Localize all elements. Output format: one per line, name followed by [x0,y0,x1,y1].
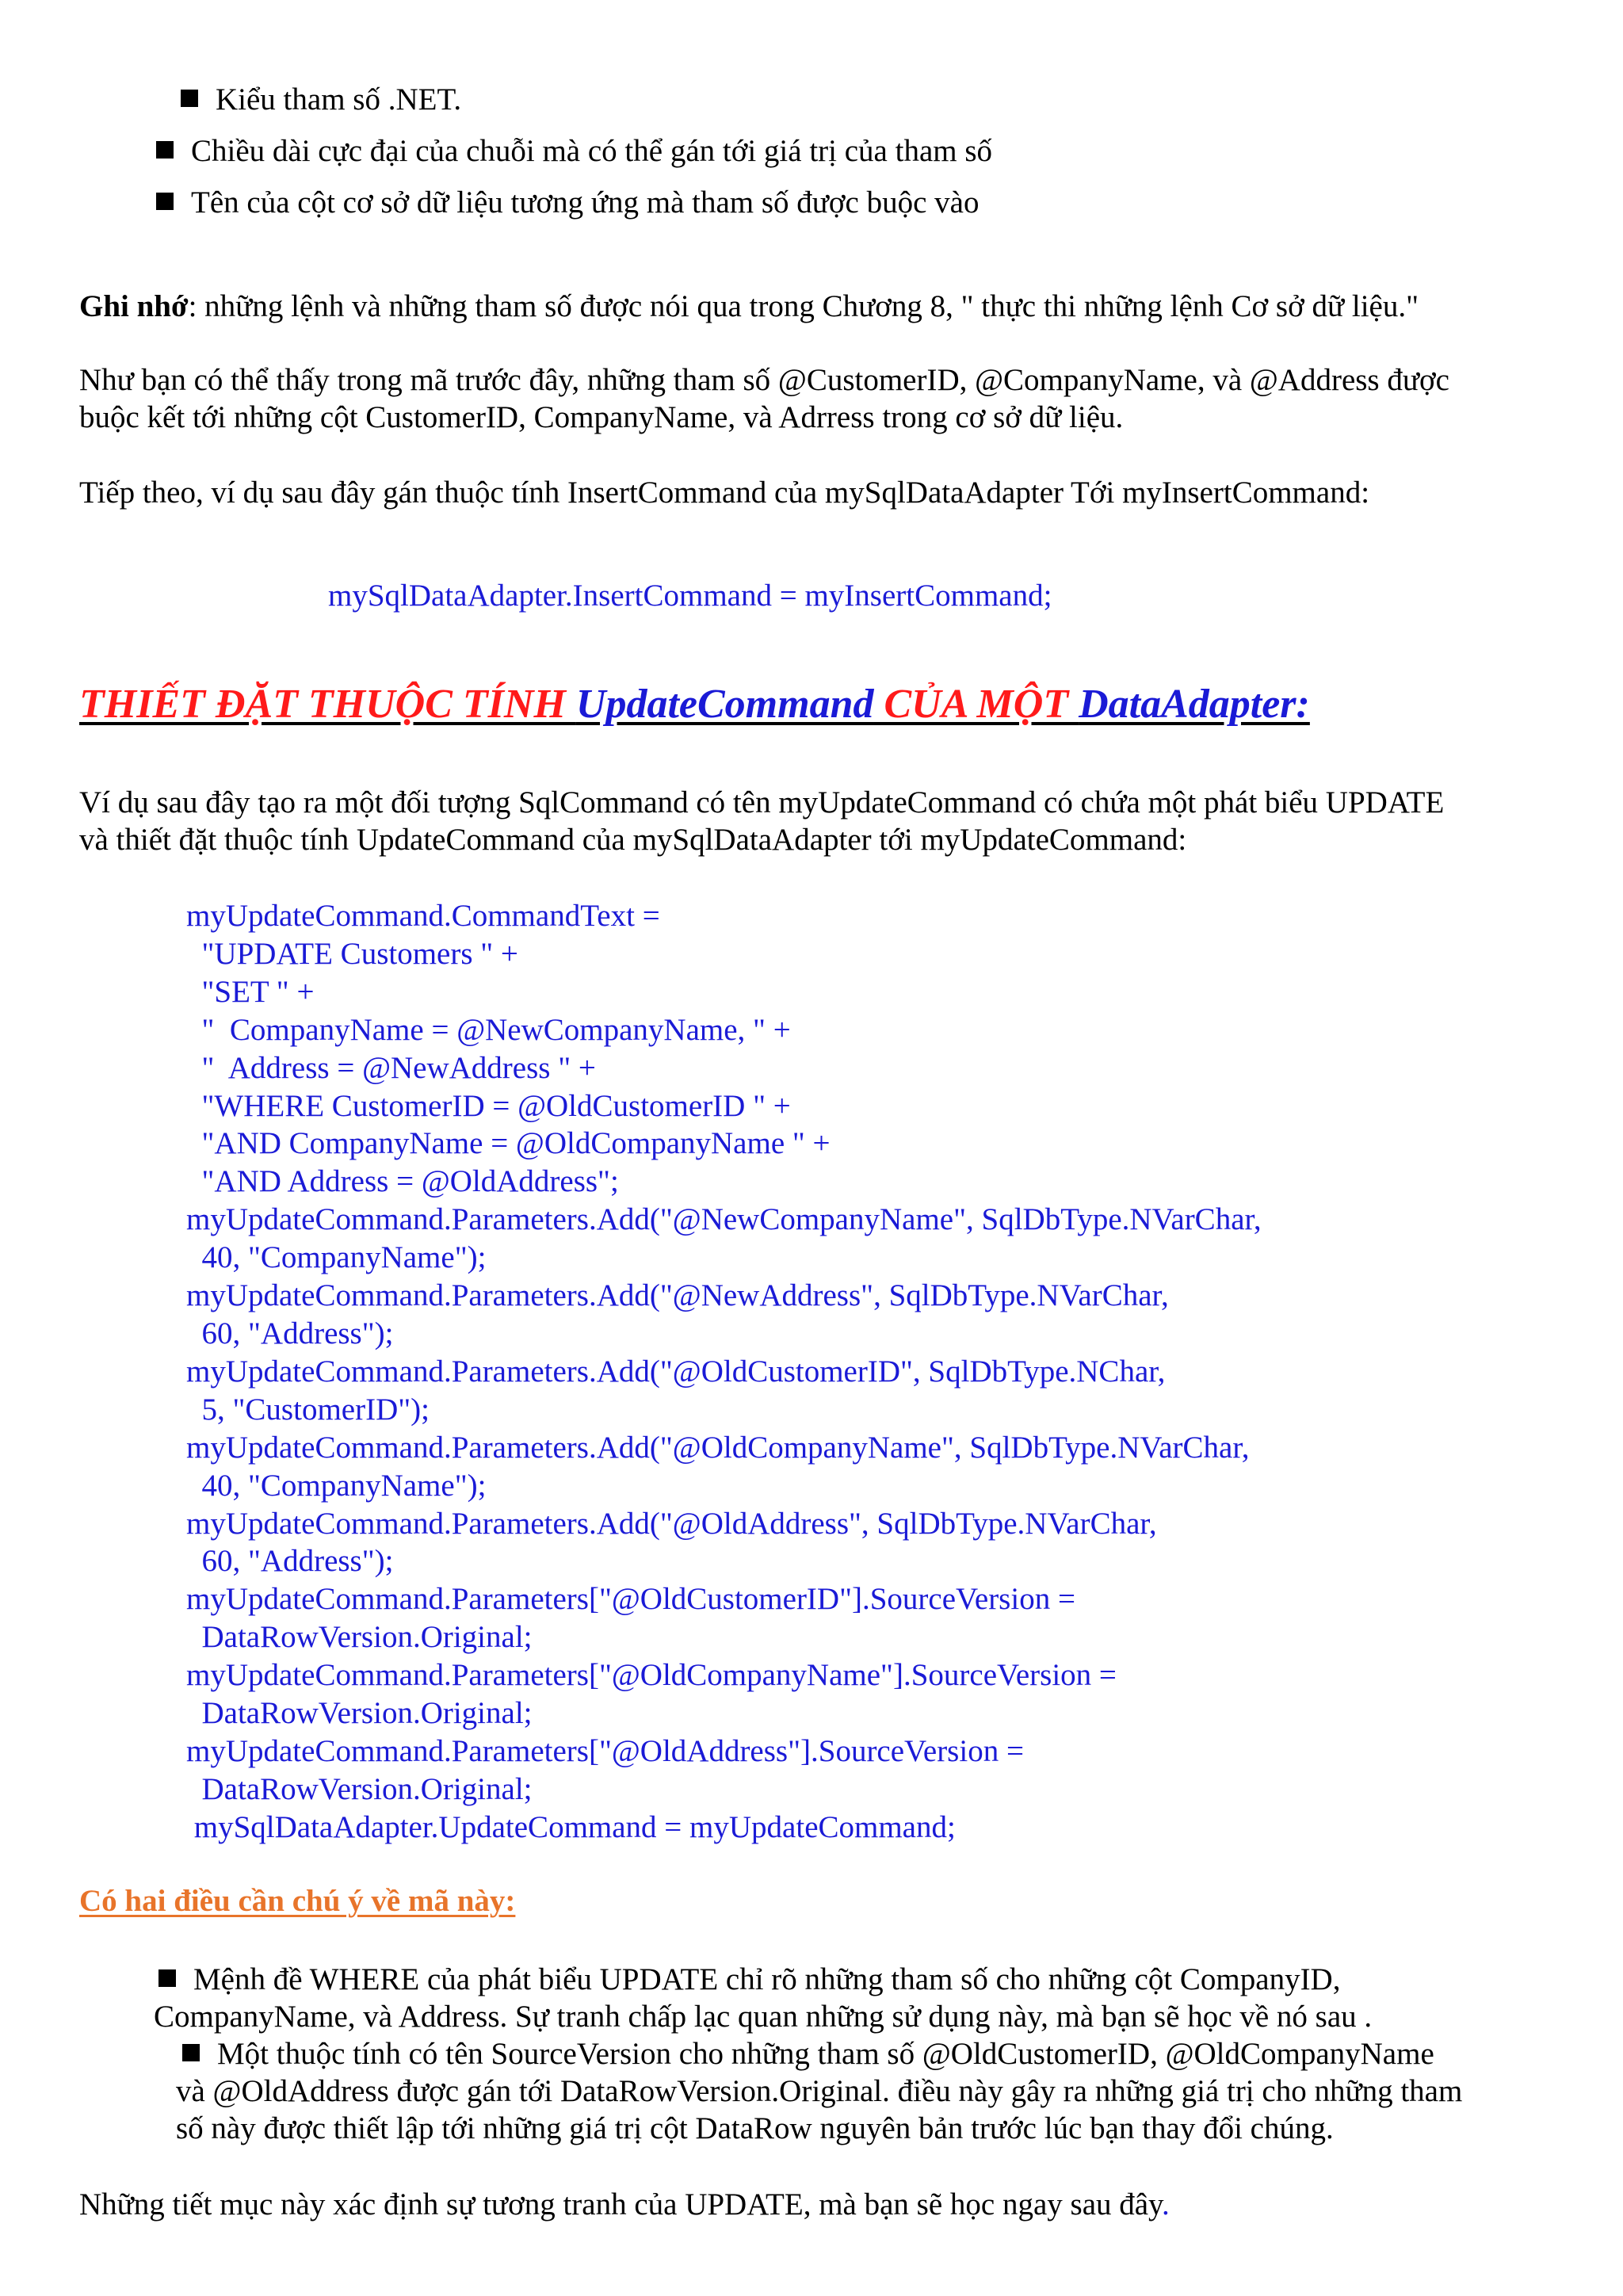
paragraph: Tiếp theo, ví dụ sau đây gán thuộc tính InsertCommand của mySqlDataAdapter Tới myInsertCommand: [79,476,1370,510]
code-line: "AND CompanyName = @OldCompanyName " + [186,1126,831,1161]
code-line: myUpdateCommand.Parameters["@OldCustomerID"].SourceVersion = [186,1582,1075,1617]
code-line: 5, "CustomerID"); [186,1392,430,1427]
code-line: "SET " + [186,974,315,1009]
code-line: DataRowVersion.Original; [186,1696,533,1731]
subheading: Có hai điều cần chú ý về mã này: [79,1884,516,1918]
bullet-item: Mệnh đề WHERE của phát biểu UPDATE chỉ rõ những tham số cho những cột CompanyID, [158,1961,1340,1998]
bullet-continuation: và @OldAddress được gán tới DataRowVersion.Original. điều này gây ra những giá trị cho những tham [176,2074,1463,2108]
bullet-item: Một thuộc tính có tên SourceVersion cho những tham số @OldCustomerID, @OldCompanyName [182,2035,1434,2073]
code-line: "WHERE CustomerID = @OldCustomerID " + [186,1088,791,1123]
square-bullet-icon [158,1969,176,1987]
code-line: "UPDATE Customers " + [186,936,518,971]
final-paragraph: Những tiết mục này xác định sự tương tranh của UPDATE, mà bạn sẽ học ngay sau đây. [79,2187,1170,2222]
bullet-item: Kiểu tham số .NET. [181,81,461,118]
bullet-item: Tên của cột cơ sở dữ liệu tương ứng mà tham số được buộc vào [156,184,979,221]
square-bullet-icon [156,141,174,159]
code-line: " CompanyName = @NewCompanyName, " + [186,1012,791,1047]
note-paragraph [79,288,1419,325]
square-bullet-icon [181,90,198,107]
code-line: myUpdateCommand.Parameters.Add("@NewAddress", SqlDbType.NVarChar, [186,1278,1169,1313]
paragraph-line: Như bạn có thể thấy trong mã trước đây, những tham số @CustomerID, @CompanyName, và @Address được [79,363,1449,397]
code-line: 60, "Address"); [186,1316,394,1350]
code-line: 60, "Address"); [186,1544,394,1579]
code-line: " Address = @NewAddress " + [186,1050,596,1085]
square-bullet-icon [182,2044,200,2061]
code-line: "AND Address = @OldAddress"; [186,1164,619,1199]
code-line: myUpdateCommand.Parameters.Add("@OldAddress", SqlDbType.NVarChar, [186,1506,1157,1541]
code-line: myUpdateCommand.Parameters["@OldCompanyName"].SourceVersion = [186,1658,1117,1693]
paragraph-line: buộc kết tới những cột CustomerID, CompanyName, và Adrress trong cơ sở dữ liệu. [79,400,1124,434]
note-text: : những lệnh và những tham số được nói qua trong Chương 8, " thực thi những lệnh Cơ sở dữ liệu." [188,289,1419,323]
code-line: myUpdateCommand.Parameters.Add("@OldCustomerID", SqlDbType.NChar, [186,1354,1166,1389]
code-line-insert: mySqlDataAdapter.InsertCommand = myInsertCommand; [328,579,1052,613]
code-line: mySqlDataAdapter.UpdateCommand = myUpdateCommand; [186,1809,956,1844]
section-heading: THIẾT ĐẶT THUỘC TÍNH UpdateCommand CỦA MỘT DataAdapter: [79,682,1310,727]
bullet-continuation: CompanyName, và Address. Sự tranh chấp lạc quan những sử dụng này, mà bạn sẽ học về nó sau . [154,2000,1373,2034]
code-line: myUpdateCommand.Parameters.Add("@NewCompanyName", SqlDbType.NVarChar, [186,1202,1262,1237]
paragraph-line: Ví dụ sau đây tạo ra một đối tượng SqlCommand có tên myUpdateCommand có chứa một phát biểu UPDATE [79,785,1445,819]
code-line: myUpdateCommand.Parameters["@OldAddress"].SourceVersion = [186,1733,1024,1768]
bullet-item: Chiều dài cực đại của chuỗi mà có thể gán tới giá trị của tham số [156,132,992,170]
paragraph-line: và thiết đặt thuộc tính UpdateCommand của mySqlDataAdapter tới myUpdateCommand: [79,823,1187,857]
square-bullet-icon [156,193,174,210]
code-line: 40, "CompanyName"); [186,1240,487,1275]
bullet-continuation: số này được thiết lập tới những giá trị cột DataRow nguyên bản trước lúc bạn thay đổi chúng. [176,2111,1334,2145]
code-line: myUpdateCommand.Parameters.Add("@OldCompanyName", SqlDbType.NVarChar, [186,1430,1250,1465]
code-line: DataRowVersion.Original; [186,1620,533,1655]
code-line: 40, "CompanyName"); [186,1468,487,1503]
code-line: myUpdateCommand.CommandText = [186,899,660,933]
note-label: Ghi nhớ [79,289,189,323]
code-block-update [186,897,1262,1847]
code-line: DataRowVersion.Original; [186,1771,533,1806]
